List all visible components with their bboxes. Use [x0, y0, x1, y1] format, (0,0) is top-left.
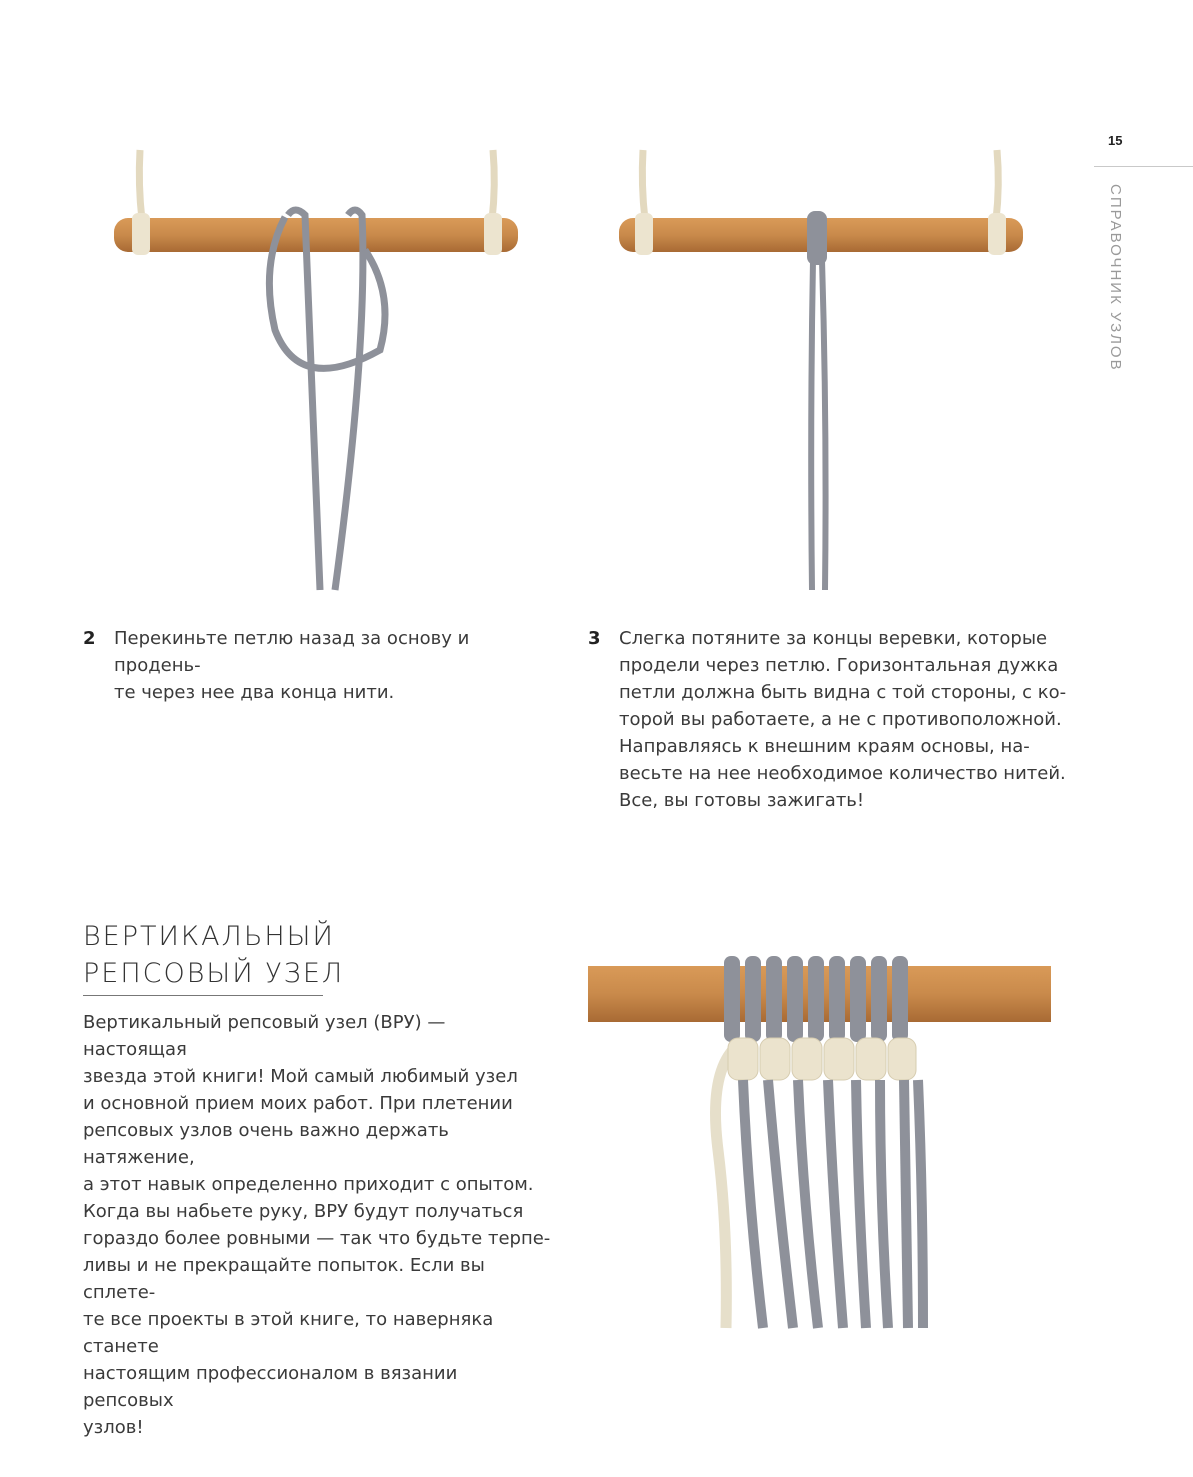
- body-line: репсовых узлов очень важно держать натяжение,: [83, 1120, 449, 1168]
- step-2-number: 2: [83, 628, 96, 649]
- body-line: а этот навык определенно приходит с опытом.: [83, 1174, 534, 1195]
- body-line: ливы и не прекращайте попыток. Если вы сплете-: [83, 1255, 485, 1303]
- body-line: те все проекты в этой книге, то наверняка станете: [83, 1309, 494, 1357]
- step-3-line: торой вы работаете, а не с противоположной.: [619, 709, 1062, 730]
- step-3-number: 3: [588, 628, 601, 649]
- side-rule: [1094, 166, 1193, 167]
- step-3-line: петли должна быть видна с той стороны, с ко-: [619, 682, 1067, 703]
- step-2: [83, 625, 553, 706]
- step-2-line: Перекиньте петлю назад за основу и продень-: [114, 628, 470, 676]
- heading-underline: [83, 995, 323, 996]
- step-3-line: Все, вы готовы зажигать!: [619, 790, 865, 811]
- step-2-photo: [110, 145, 530, 595]
- body-line: Вертикальный репсовый узел (ВРУ) — настоящая: [83, 1012, 446, 1060]
- step-3-line: продели через петлю. Горизонтальная дужка: [619, 655, 1059, 676]
- page-number: 15: [1108, 133, 1123, 148]
- body-line: Когда вы набьете руку, ВРУ будут получаться: [83, 1201, 524, 1222]
- section-heading-line: РЕПСОВЫЙ УЗЕЛ: [83, 958, 345, 989]
- step-3-line: Направляясь к внешним краям основы, на-: [619, 736, 1030, 757]
- section-heading-line: ВЕРТИКАЛЬНЫЙ: [83, 921, 335, 952]
- section-side-label: СПРАВОЧНИК УЗЛОВ: [1107, 184, 1124, 372]
- body-line: звезда этой книги! Мой самый любимый узел: [83, 1066, 518, 1087]
- body-line: и основной прием моих работ. При плетении: [83, 1093, 513, 1114]
- step-3-photo: [615, 145, 1035, 595]
- body-line: настоящим профессионалом в вязании репсовых: [83, 1363, 458, 1411]
- section-body: [83, 1009, 553, 1441]
- reps-knot-photo: [588, 950, 1051, 1330]
- body-line: гораздо более ровными — так что будьте терпе-: [83, 1228, 551, 1249]
- section-heading: [83, 918, 344, 992]
- body-line: узлов!: [83, 1417, 144, 1438]
- step-2-line: те через нее два конца нити.: [114, 682, 395, 703]
- step-3-line: весьте на нее необходимое количество нитей.: [619, 763, 1066, 784]
- step-3: [588, 625, 1068, 814]
- step-3-line: Слегка потяните за концы веревки, которые: [619, 628, 1048, 649]
